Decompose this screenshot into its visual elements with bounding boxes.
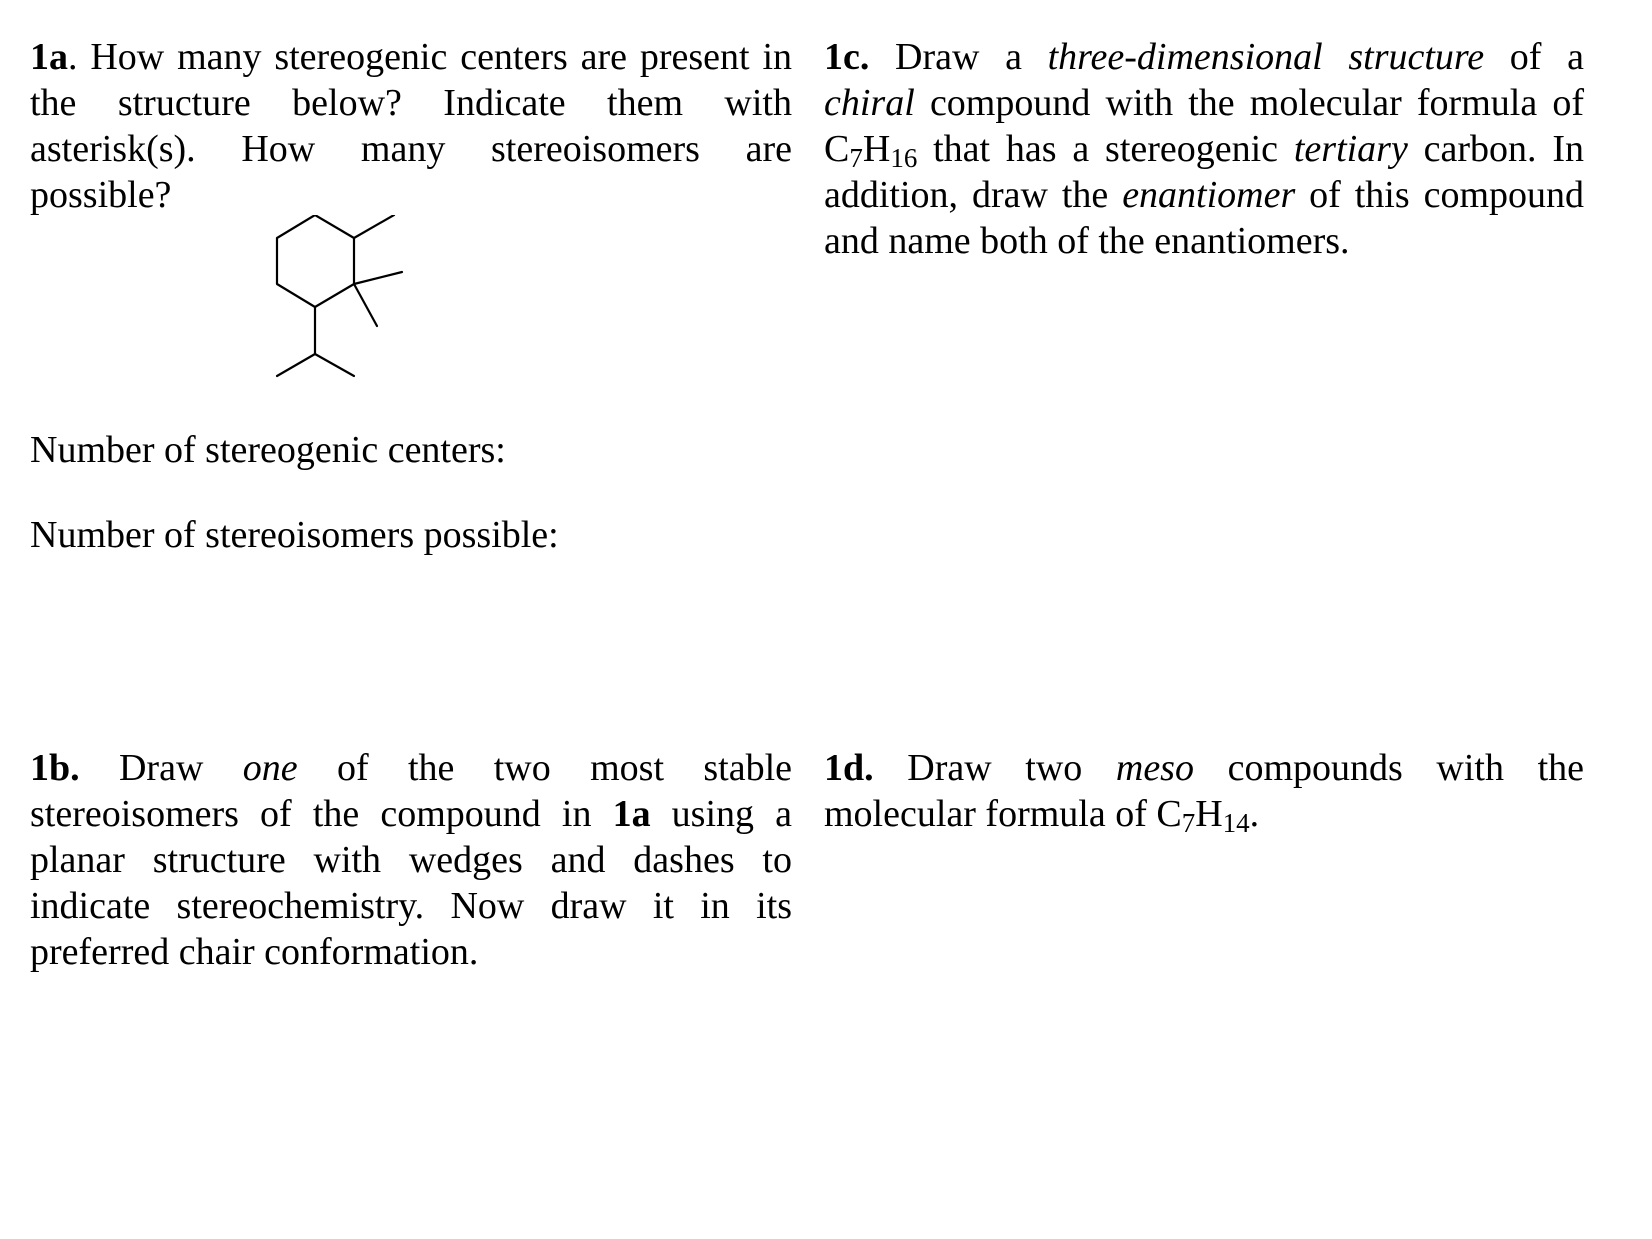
question-1c: [824, 34, 1584, 264]
question-1c-text: of this compound and name both of the enantiomers.: [824, 174, 1584, 262]
question-1c-emphasis: tertiary: [1293, 128, 1408, 170]
question-1d-text: Draw two: [873, 747, 1116, 789]
stereoisomers-answer-label: Number of stereoisomers possible:: [30, 514, 559, 556]
question-1b: [30, 745, 792, 975]
question-1a-number: 1a: [30, 36, 68, 78]
bond-methyl-down: [354, 284, 377, 326]
question-1c-text: that has a stereogenic: [917, 128, 1294, 170]
question-1b-number: 1b.: [30, 747, 80, 789]
question-1c-emphasis: chiral: [824, 82, 915, 124]
question-1c-emphasis: enantiomer: [1122, 174, 1296, 216]
bond-isopropyl-left: [277, 354, 315, 376]
stereogenic-centers-answer-label: Number of stereogenic centers:: [30, 429, 506, 471]
question-1d-text: compounds with the molecular formula of C: [824, 747, 1584, 835]
skeletal-structure-diagram: [270, 215, 440, 395]
formula-subscript: 14: [1222, 808, 1250, 838]
question-1a: [30, 34, 792, 218]
question-1c-text: of a: [1484, 36, 1584, 78]
question-1d-text: H: [1195, 793, 1223, 835]
cyclohexane-ring: [277, 215, 354, 307]
question-1c-number: 1c.: [824, 36, 870, 78]
question-1d-text: .: [1249, 793, 1260, 835]
formula-subscript: 7: [849, 143, 863, 173]
question-1a-text: . How many stereogenic centers are present in the structure below? Indicate them with asterisk(s). How many stereoisomers are possible?: [30, 36, 792, 216]
question-1b-text: Draw: [79, 747, 243, 789]
question-1d: [824, 745, 1584, 837]
question-1b-reference: 1a: [612, 793, 651, 835]
formula-subscript: 16: [890, 143, 918, 173]
question-1d-emphasis: meso: [1115, 747, 1194, 789]
bond-methyl-top: [354, 215, 394, 238]
question-1b-emphasis: one: [242, 747, 298, 789]
question-1c-text: Draw a: [869, 36, 1048, 78]
question-1b-text: using a planar structure with wedges and dashes to indicate stereochemistry. Now draw it in its preferred chair conformation.: [30, 793, 792, 973]
question-1b-text: of the two most stable stereoisomers of the compound in: [30, 747, 792, 835]
question-1c-emphasis: three-dimensional structure: [1047, 36, 1485, 78]
question-1c-text: compound with the molecular formula of C: [824, 82, 1584, 170]
question-1d-number: 1d.: [824, 747, 874, 789]
question-1c-text: carbon. In addition, draw the: [824, 128, 1584, 216]
bond-methyl-right: [354, 272, 402, 284]
formula-subscript: 7: [1181, 808, 1196, 838]
bond-isopropyl-right: [315, 354, 354, 376]
question-1c-text: H: [862, 128, 891, 170]
